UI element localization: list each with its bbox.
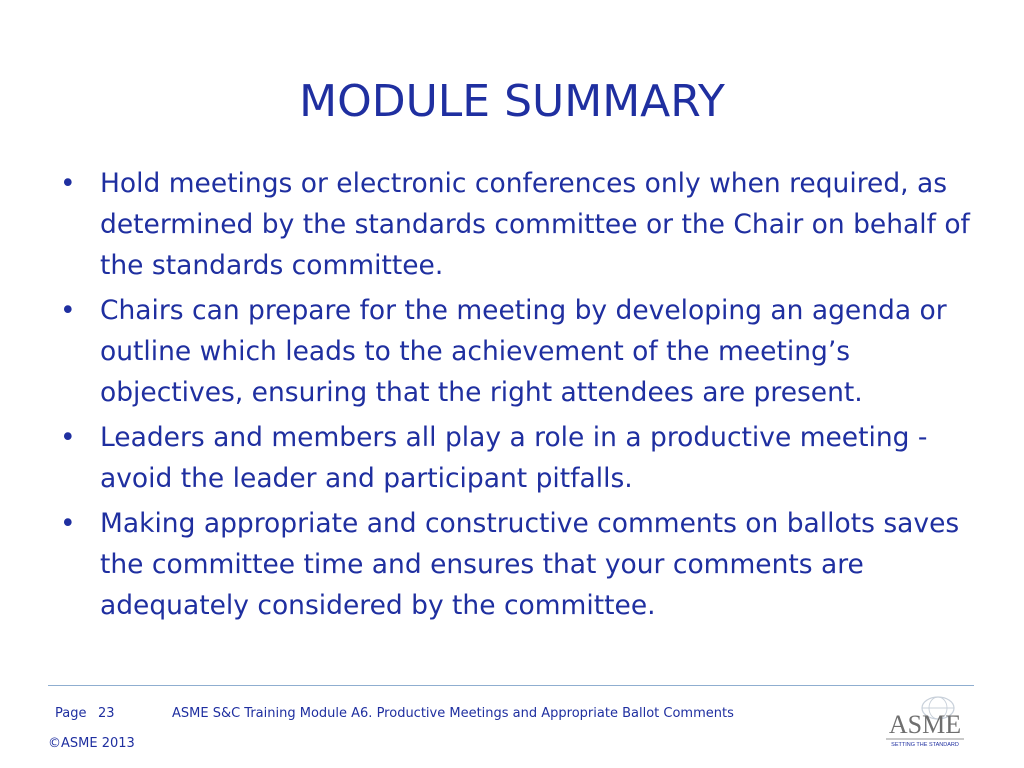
bullet-marker: •	[60, 168, 76, 199]
asme-logo	[880, 694, 970, 754]
logo-tagline: SETTING THE STANDARD	[891, 742, 959, 748]
bullet-item	[58, 503, 970, 626]
bullet-item	[58, 417, 970, 499]
copyright-notice: ©ASME 2013	[48, 736, 135, 751]
footer-divider	[48, 685, 974, 686]
logo-wordmark: ASME	[888, 710, 962, 739]
bullet-item	[58, 163, 970, 286]
page-label: Page	[55, 706, 87, 721]
footer-module-title: ASME S&C Training Module A6. Productive Meetings and Appropriate Ballot Comments	[172, 706, 734, 721]
bullet-marker: •	[60, 295, 76, 326]
bullet-text: Making appropriate and constructive comments on ballots saves the committee time and ensures that your comments are adequately considered by the committee.	[100, 508, 960, 621]
bullet-text: Hold meetings or electronic conferences only when required, as determined by the standards committee or the Chair on behalf of the standards committee.	[100, 168, 970, 281]
bullet-marker: •	[60, 508, 76, 539]
slide-title: MODULE SUMMARY	[299, 76, 725, 127]
bullet-marker: •	[60, 422, 76, 453]
page-number: 23	[98, 706, 115, 721]
bullet-text: Chairs can prepare for the meeting by developing an agenda or outline which leads to the achievement of the meeting’s objectives, ensuring that the right attendees are present.	[100, 295, 947, 408]
bullet-item	[58, 290, 970, 413]
bullet-list	[58, 163, 970, 630]
bullet-text: Leaders and members all play a role in a productive meeting - avoid the leader and participant pitfalls.	[100, 422, 928, 494]
